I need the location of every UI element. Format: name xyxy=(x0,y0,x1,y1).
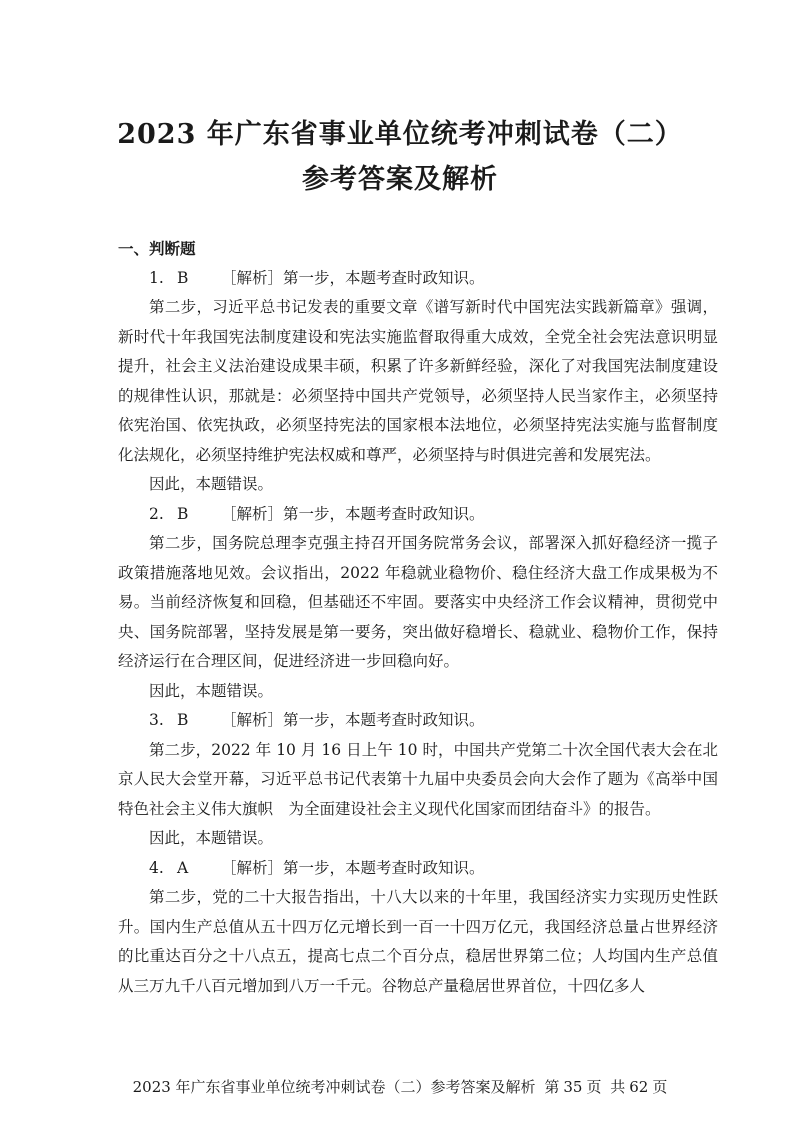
question-line xyxy=(118,706,718,736)
footer-total-suffix: 页 xyxy=(652,1078,668,1096)
explanation-paragraph: 第二步，党的二十大报告指出，十八大以来的十年里，我国经济实力实现历史性跃升。国内生产总值从五十四万亿元增长到一百一十四万亿元，我国经济总量占世界经济的比重达百分之十八点五，提高七点二个百分点，稳居世界第二位；人均国内生产总值从三万九千八百元增加到八万一千元。谷物总产量稳居世界首位，十四亿多人 xyxy=(118,888,718,995)
answer-body xyxy=(118,234,718,1001)
question-number: 2. xyxy=(149,504,164,523)
conclusion: 因此，本题错误。 xyxy=(149,475,274,493)
question-line xyxy=(118,854,718,884)
conclusion: 因此，本题错误。 xyxy=(149,681,274,700)
footer-total-prefix: 共 xyxy=(610,1078,626,1096)
question-line xyxy=(118,500,718,530)
question-lead: ［解析］第一步，本题考查时政知识。 xyxy=(221,504,485,523)
explanation-paragraph: 第二步，2022 年 10 月 16 日上午 10 时，中国共产党第二十次全国代表大会在北京人民大会堂开幕，习近平总书记代表第十九届中央委员会向大会作了题为《高举中国特色社会主义伟大旗帜 为全面建设社会主义现代化国家而团结奋斗》的报告。 xyxy=(118,740,718,818)
question-answer: B xyxy=(177,268,189,287)
question-line xyxy=(118,264,718,294)
footer-page-number: 35 xyxy=(563,1078,583,1096)
section-heading: 一、判断题 xyxy=(118,239,196,258)
footer-page-prefix: 第 xyxy=(544,1078,560,1096)
question-lead: ［解析］第一步，本题考查时政知识。 xyxy=(221,711,485,729)
question-lead: ［解析］第一步，本题考查时政知识。 xyxy=(221,858,485,877)
question-number: 4. xyxy=(149,858,164,877)
question-number: 3. xyxy=(149,711,164,729)
question-lead: ［解析］第一步，本题考查时政知识。 xyxy=(221,268,485,287)
footer-total-pages: 62 xyxy=(629,1078,649,1096)
question-answer: B xyxy=(177,711,189,729)
conclusion: 因此，本题错误。 xyxy=(149,829,274,847)
explanation-paragraph: 第二步，习近平总书记发表的重要文章《谱写新时代中国宪法实践新篇章》强调，新时代十年我国宪法制度建设和宪法实施监督取得重大成效，全党全社会宪法意识明显提升，社会主义法治建设成果丰硕，积累了许多新鲜经验，深化了对我国宪法制度建设的规律性认识，那就是：必须坚持中国共产党领导，必须坚持人民当家作主，必须坚持依宪治国、依宪执政，必须坚持宪法的国家根本法地位，必须坚持宪法实施与监督制度化法规化，必须坚持维护宪法权威和尊严，必须坚持与时俱进完善和发展宪法。 xyxy=(118,298,718,464)
document-title: 2023 年广东省事业单位统考冲刺试卷（二） xyxy=(117,119,683,150)
document-subtitle: 参考答案及解析 xyxy=(302,164,498,195)
explanation-paragraph: 第二步，国务院总理李克强主持召开国务院常务会议，部署深入抓好稳经济一揽子政策措施落地见效。会议指出，2022 年稳就业稳物价、稳住经济大盘工作成果极为不易。当前经济恢复和回稳，但基础还不牢固。要落实中央经济工作会议精神，贯彻党中央、国务院部署，坚持发展是第一要务，突出做好稳增长、稳就业、稳物价工作，保持经济运行在合理区间，促进经济进一步回稳向好。 xyxy=(118,534,718,670)
page-footer xyxy=(0,1076,800,1097)
footer-doc-title: 2023 年广东省事业单位统考冲刺试卷（二）参考答案及解析 xyxy=(132,1078,536,1096)
footer-page-suffix: 页 xyxy=(586,1078,602,1096)
question-answer: B xyxy=(177,504,189,523)
question-answer: A xyxy=(177,858,189,877)
question-number: 1. xyxy=(149,268,164,287)
